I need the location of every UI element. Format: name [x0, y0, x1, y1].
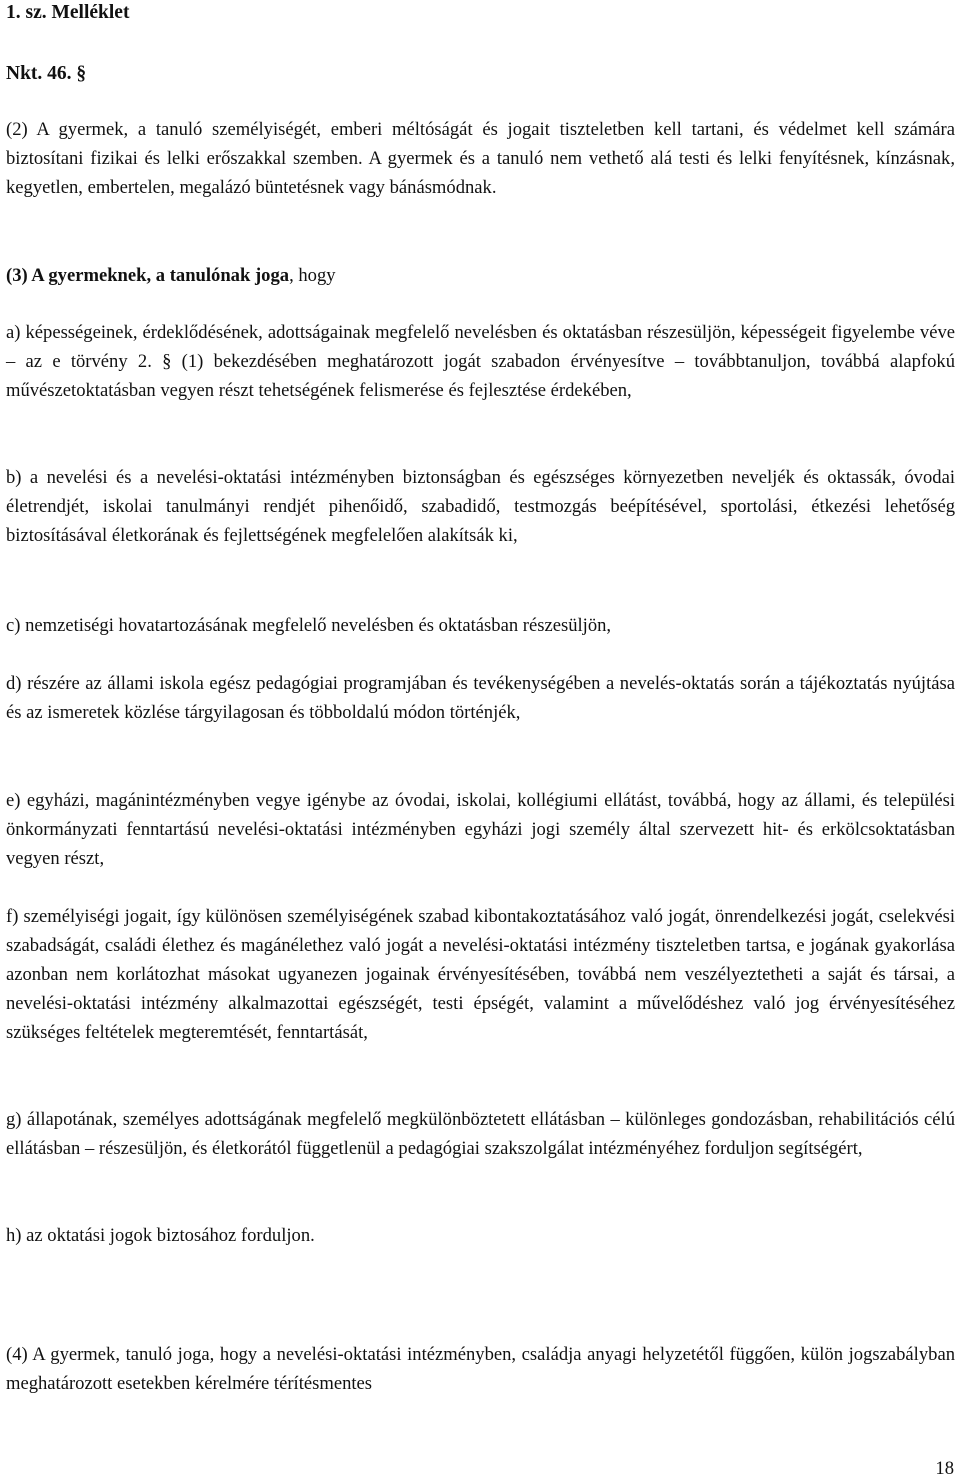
paragraph-3-bold: (3) A gyermeknek, a tanulónak joga [6, 265, 290, 286]
point-a: a) képességeinek, érdeklődésének, adottságainak megfelelő nevelésben és oktatásban részesüljön, képességeit figyelembe véve – az e törvény 2. § (1) bekezdésében meghatározott jogát szabadon érvényesítve – továbbtanuljon, továbbá alapfokú művészetoktatásban vegyen részt tehetségének felismerése és fejlesztése érdekében, [6, 322, 955, 401]
point-g: g) állapotának, személyes adottságának megfelelő megkülönböztetett ellátásban – különleges gondozásban, rehabilitációs célú ellátásban – részesüljön, és életkorától függetlenül a pedagógiai szakszolgálat intézményéhez forduljon segítségért, [6, 1109, 955, 1159]
paragraph-2: (2) A gyermek, a tanuló személyiségét, emberi méltóságát és jogait tiszteletben kell tartani, és védelmet kell számára biztosítani fizikai és lelki erőszakkal szemben. A gyermek és a tanuló nem vethető alá testi és lelki fenyítésnek, kínzásnak, kegyetlen, embertelen, megalázó büntetésnek vagy bánásmódnak. [6, 119, 955, 198]
point-e: e) egyházi, magánintézményben vegye igénybe az óvodai, iskolai, kollégiumi ellátást, továbbá, hogy az állami, és települési önkormányzati fenntartású nevelési-oktatási intézményben egyházi jogi személy által szervezett hit- és erkölcsoktatásban vegyen részt, [6, 790, 955, 869]
paragraph-4: (4) A gyermek, tanuló joga, hogy a nevelési-oktatási intézményben, családja anyagi helyzetétől függően, külön jogszabályban meghatározott esetekben kérelmére térítésmentes [6, 1344, 955, 1394]
point-c: c) nemzetiségi hovatartozásának megfelelő nevelésben és oktatásban részesüljön, [6, 615, 612, 636]
section-title: Nkt. 46. § [6, 63, 87, 84]
paragraph-3-rest: , hogy [289, 265, 336, 286]
paragraph-3-intro [6, 261, 955, 290]
point-f: f) személyiségi jogait, így különösen személyiségének szabad kibontakoztatásához való jogát, önrendelkezési jogát, cselekvési szabadságát, családi élethez és magánélethez való jogát a nevelési-oktatási intézmény tiszteletben tartsa, e jogának gyakorlása azonban nem korlátozhat másokat ugyanezen jogainak érvényesítésében, továbbá nem veszélyeztetheti a saját és társai, a nevelési-oktatási intézmény alkalmazottai egészségét, testi épségét, valamint a művelődéshez való jog érvényesítéséhez szükséges feltételek megteremtését, fenntartását, [6, 906, 955, 1043]
point-b: b) a nevelési és a nevelési-oktatási intézményben biztonságban és egészséges környezetben neveljék és oktassák, óvodai életrendjét, iskolai tanulmányi rendjét pihenőidő, szabadidő, testmozgás beépítésével, sportolási, étkezési lehetőség biztosításával életkorának és fejlettségének megfelelően alakítsák ki, [6, 467, 955, 546]
point-h: h) az oktatási jogok biztosához forduljon. [6, 1225, 315, 1246]
point-d: d) részére az állami iskola egész pedagógiai programjában és tevékenységében a nevelés-oktatás során a tájékoztatás nyújtása és az ismeretek közlése tárgyilagosan és többoldalú módon történjék, [6, 673, 955, 723]
page-number: 18 [935, 1458, 954, 1479]
annex-title: 1. sz. Melléklet [6, 2, 130, 23]
